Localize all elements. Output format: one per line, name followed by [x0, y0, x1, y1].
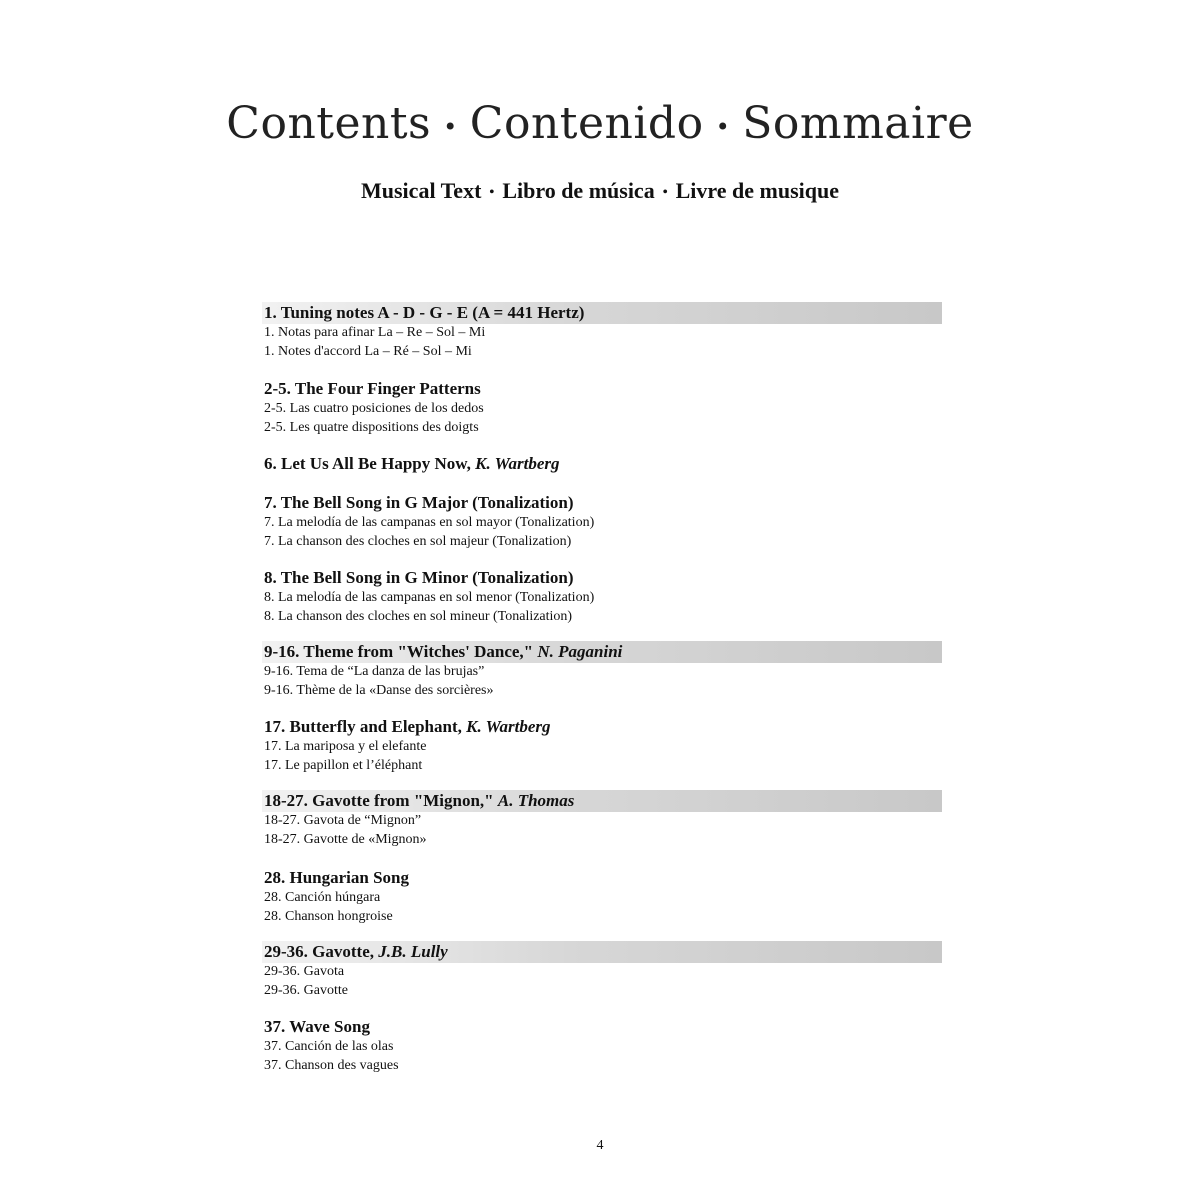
- toc-entry: [262, 716, 942, 775]
- toc-entry: [262, 453, 942, 475]
- toc-entry-title: [262, 302, 942, 324]
- toc-entry-title-text: 28. Hungarian Song: [264, 868, 410, 887]
- toc-entry-translation: 17. La mariposa y el elefante: [264, 739, 427, 754]
- toc-entry-title: [262, 716, 942, 738]
- toc-entry-title: [262, 790, 942, 812]
- toc-entry-translation: 18-27. Gavota de “Mignon”: [264, 813, 422, 828]
- toc-entry-translation: 37. Chanson des vagues: [264, 1057, 399, 1073]
- toc-entry-title-text: 37. Wave Song: [264, 1017, 370, 1036]
- toc-entry-translation: 1. Notes d'accord La – Ré – Sol – Mi: [264, 343, 472, 359]
- toc-entry-title-text: 9-16. Theme from "Witches' Dance,": [264, 642, 538, 661]
- toc-entry-translation: 18-27. Gavotte de «Mignon»: [264, 831, 427, 847]
- toc-entry-translation: 28. Chanson hongroise: [264, 908, 393, 924]
- title-english: Contents: [226, 98, 432, 149]
- toc-entry-translation: 29-36. Gavota: [264, 964, 345, 979]
- title-separator-dot: •: [443, 112, 458, 141]
- toc-entry: [262, 941, 942, 1000]
- toc-entry-translation: 8. La melodía de las campanas en sol menor (Tonalization): [264, 590, 595, 605]
- toc-entry: [262, 567, 942, 626]
- subtitle-separator-dot: •: [489, 184, 495, 200]
- toc-entry-translation: 9-16. Thème de la «Danse des sorcières»: [264, 682, 494, 698]
- toc-entry-title-text: 18-27. Gavotte from "Mignon,": [264, 791, 498, 810]
- toc-entry-title: [262, 1016, 942, 1038]
- title-separator-dot: •: [715, 112, 731, 141]
- toc-entry-translation: 2-5. Les quatre dispositions des doigts: [264, 419, 479, 435]
- toc-entry-title-text: 8. The Bell Song in G Minor (Tonalization): [264, 568, 574, 587]
- toc-entry-translation: 17. Le papillon et l’éléphant: [264, 757, 423, 773]
- toc-entry-title-text: 29-36. Gavotte,: [264, 942, 379, 961]
- toc-entry-translation: 1. Notas para afinar La – Re – Sol – Mi: [264, 325, 486, 340]
- toc-entry-title-text: 1. Tuning notes A - D - G - E (A = 441 Hertz): [264, 303, 585, 322]
- toc-entry-composer: J.B. Lully: [378, 942, 448, 961]
- subtitle-english: Musical Text: [361, 178, 482, 203]
- toc-entry: [262, 1016, 942, 1075]
- toc-entry: [262, 790, 942, 849]
- page-number: 4: [596, 1138, 604, 1153]
- toc-entry-translation: 37. Canción de las olas: [264, 1039, 394, 1054]
- toc-entry-title-text: 6. Let Us All Be Happy Now,: [264, 454, 476, 473]
- page-subtitle: [0, 178, 1200, 204]
- toc-entry-translation: 9-16. Tema de “La danza de las brujas”: [264, 664, 485, 679]
- toc-entry: [262, 492, 942, 551]
- toc-entry-title: [262, 567, 942, 589]
- toc-entry-title: [262, 867, 942, 889]
- toc-entry-title-text: 2-5. The Four Finger Patterns: [264, 379, 481, 398]
- title-spanish: Contenido: [469, 98, 704, 149]
- toc-entry-translation: 28. Canción húngara: [264, 890, 381, 905]
- toc-entry: [262, 302, 942, 361]
- toc-entry-composer: K. Wartberg: [466, 717, 551, 736]
- subtitle-spanish: Libro de música: [502, 178, 655, 203]
- toc-entry: [262, 867, 942, 926]
- subtitle-separator-dot: •: [662, 184, 668, 200]
- toc-entry: [262, 378, 942, 437]
- toc-entry-title-text: 17. Butterfly and Elephant,: [264, 717, 467, 736]
- toc-entry-title: [262, 492, 942, 514]
- toc-entry-title: [262, 941, 942, 963]
- toc-entry-composer: N. Paganini: [537, 642, 623, 661]
- toc-entry-composer: A. Thomas: [497, 791, 575, 810]
- toc-entry-title-text: 7. The Bell Song in G Major (Tonalization): [264, 493, 574, 512]
- toc-entry-translation: 29-36. Gavotte: [264, 982, 348, 998]
- title-french: Sommaire: [742, 98, 974, 149]
- toc-entry-composer: K. Wartberg: [475, 454, 560, 473]
- toc-entry-title: [262, 378, 942, 400]
- page-title: [0, 98, 1200, 149]
- toc-entry-title: [262, 453, 942, 475]
- toc-entry-translation: 8. La chanson des cloches en sol mineur (Tonalization): [264, 608, 573, 624]
- toc-entry-title: [262, 641, 942, 663]
- toc-entry: [262, 641, 942, 700]
- toc-entry-translation: 2-5. Las cuatro posiciones de los dedos: [264, 401, 484, 416]
- toc-entry-translation: 7. La chanson des cloches en sol majeur (Tonalization): [264, 533, 572, 549]
- toc-entry-translation: 7. La melodía de las campanas en sol mayor (Tonalization): [264, 515, 595, 530]
- subtitle-french: Livre de musique: [675, 178, 839, 203]
